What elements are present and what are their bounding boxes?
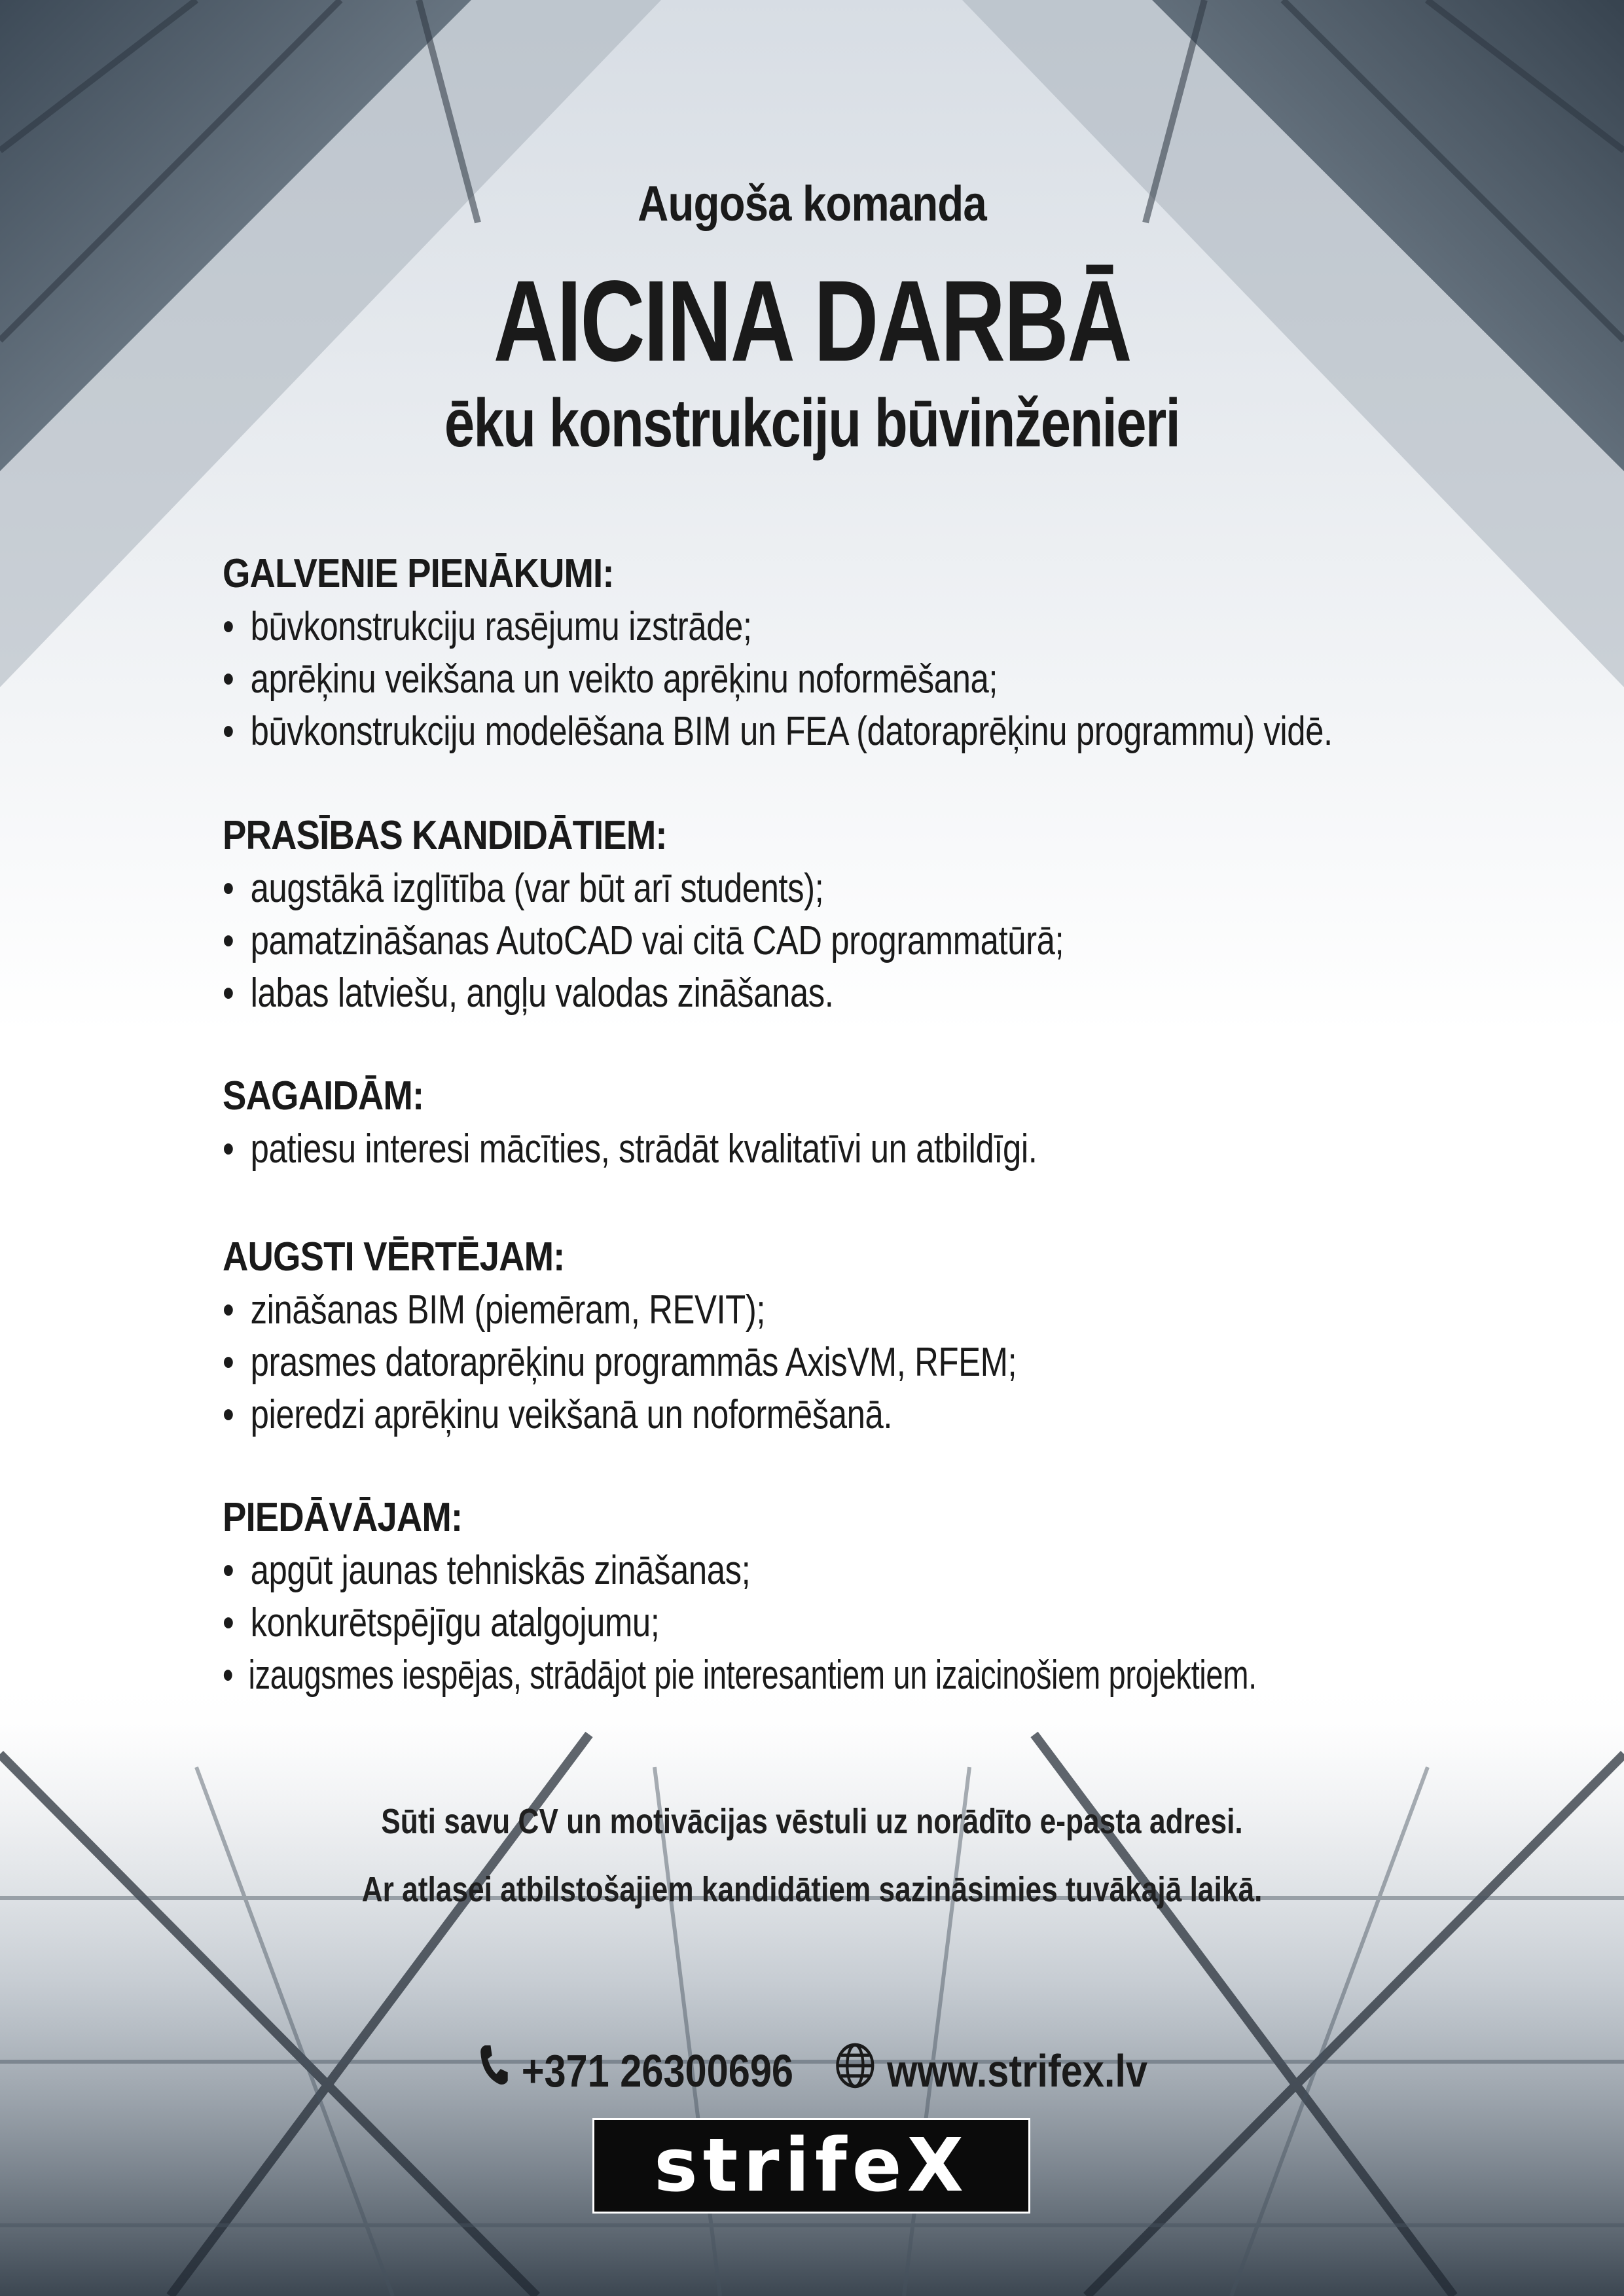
section-valued-skills — [223, 1232, 1571, 1441]
section-title: PRASĪBAS KANDIDĀTIEM: — [223, 813, 667, 858]
section-list — [223, 1284, 1571, 1441]
apply-instruction: Sūti savu CV un motivācijas vēstuli uz norādīto e-pasta adresi. — [381, 1802, 1243, 1841]
list-item-text: zināšanas BIM (piemēram, REVIT); — [250, 1287, 766, 1333]
bullet: • — [223, 1653, 234, 1698]
ad-subtitle: Augoša komanda — [638, 176, 986, 232]
contact-info — [0, 2041, 1624, 2101]
list-item-text: izaugsmes iespējas, strādājot pie interesantiem un izaicinošiem projektiem. — [248, 1653, 1257, 1698]
section-title: SAGAIDĀM: — [223, 1073, 424, 1119]
bullet: • — [223, 1126, 234, 1172]
list-item-text: augstākā izglītība (var būt arī students); — [250, 866, 824, 911]
phone-number[interactable]: +371 26300696 — [521, 2045, 794, 2096]
section-title: AUGSTI VĒRTĒJAM: — [223, 1234, 565, 1280]
list-item-text: būvkonstrukciju rasējumu izstrāde; — [250, 604, 752, 649]
bullet: • — [223, 1340, 234, 1385]
section-list — [223, 601, 1571, 758]
bullet: • — [223, 1392, 234, 1437]
list-item-text: patiesu interesi mācīties, strādāt kvalitatīvi un atbildīgi. — [250, 1126, 1038, 1172]
bullet: • — [223, 1548, 234, 1593]
company-logo — [592, 2118, 1030, 2214]
bullet: • — [223, 656, 234, 702]
list-item — [223, 601, 1328, 653]
section-offer — [223, 1492, 1571, 1702]
logo-text: strifeX — [654, 2123, 969, 2208]
follow-up-note: Ar atlasei atbilstošajiem kandidātiem sazināsimies tuvākajā laikā. — [361, 1870, 1263, 1909]
bullet: • — [223, 709, 234, 754]
bullet: • — [223, 1600, 234, 1645]
list-item-text: apgūt jaunas tehniskās zināšanas; — [250, 1548, 751, 1593]
section-title: GALVENIE PIENĀKUMI: — [223, 551, 614, 596]
list-item — [223, 1545, 1328, 1597]
bullet: • — [223, 866, 234, 911]
list-item — [223, 1336, 1328, 1389]
globe-icon — [834, 2041, 876, 2101]
section-list — [223, 1123, 1571, 1175]
list-item — [223, 863, 1328, 915]
list-item-text: būvkonstrukciju modelēšana BIM un FEA (datoraprēķinu programmu) vidē. — [250, 709, 1333, 754]
list-item — [223, 1597, 1328, 1649]
list-item — [223, 967, 1328, 1020]
list-item-text: prasmes datoraprēķinu programmās AxisVM, RFEM; — [250, 1340, 1017, 1385]
bullet: • — [223, 971, 234, 1016]
bullet: • — [223, 604, 234, 649]
list-item — [223, 1284, 1328, 1336]
section-title: PIEDĀVĀJAM: — [223, 1495, 463, 1540]
list-item — [223, 706, 1333, 758]
bullet: • — [223, 1287, 234, 1333]
list-item — [223, 653, 1328, 706]
list-item — [223, 1123, 1328, 1175]
section-expectations — [223, 1071, 1571, 1175]
list-item-text: aprēķinu veikšana un veikto aprēķinu noformēšana; — [250, 656, 998, 702]
list-item-text: pamatzināšanas AutoCAD vai citā CAD programmatūrā; — [250, 918, 1064, 963]
list-item — [223, 915, 1328, 967]
list-item-text: labas latviešu, angļu valodas zināšanas. — [250, 971, 834, 1016]
section-list — [223, 863, 1571, 1020]
list-item-text: pieredzi aprēķinu veikšanā un noformēšanā. — [250, 1392, 893, 1437]
section-list — [223, 1545, 1571, 1702]
section-requirements — [223, 810, 1571, 1020]
bullet: • — [223, 918, 234, 963]
phone-icon — [477, 2042, 511, 2100]
section-responsibilities — [223, 548, 1571, 758]
job-position: ēku konstrukciju būvinženieri — [444, 386, 1180, 461]
list-item — [223, 1649, 1257, 1702]
ad-title: AICINA DARBĀ — [493, 257, 1131, 386]
list-item-text: konkurētspējīgu atalgojumu; — [250, 1600, 660, 1645]
website-link[interactable]: www.strifex.lv — [887, 2045, 1148, 2096]
list-item — [223, 1389, 1328, 1441]
